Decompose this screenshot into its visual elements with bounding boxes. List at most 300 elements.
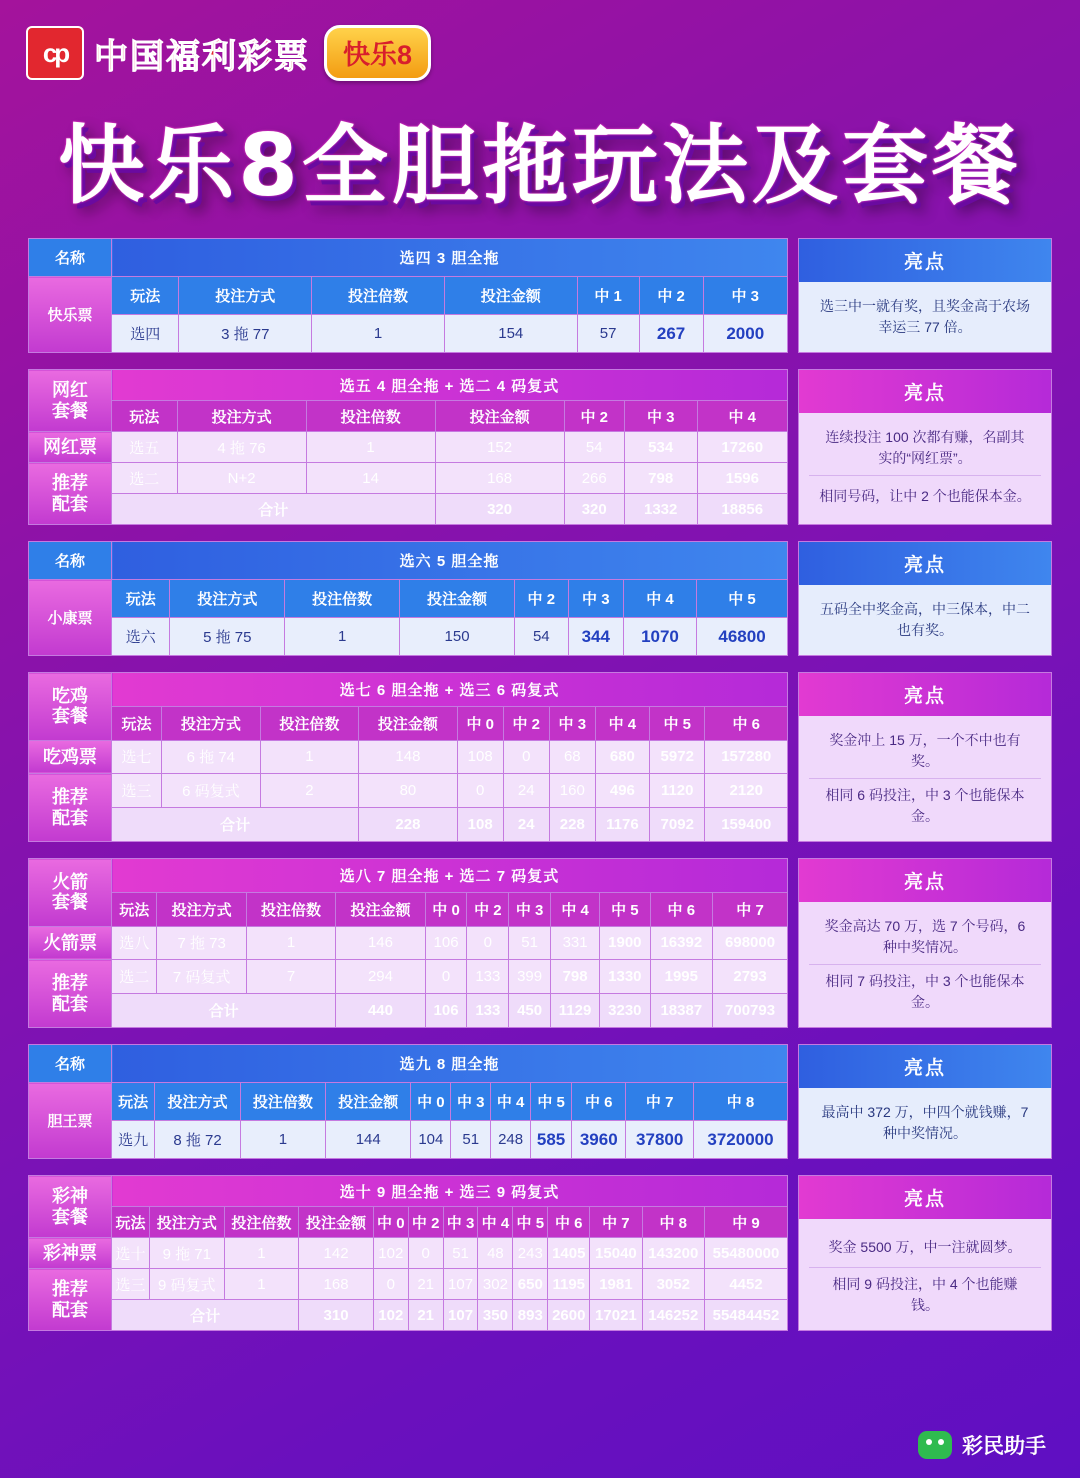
column-header: 中 5 xyxy=(513,1207,548,1238)
ticket-name: 推荐 配套 xyxy=(29,774,112,842)
table-column-header-row xyxy=(29,1207,788,1238)
ticket-name: 胆王票 xyxy=(29,1083,112,1159)
total-value: 18387 xyxy=(650,994,713,1028)
column-header: 投注方式 xyxy=(179,277,312,315)
table-cell: 9 拖 71 xyxy=(149,1238,224,1269)
prize-value: 4452 xyxy=(705,1269,788,1300)
column-header: 中 2 xyxy=(467,892,509,926)
column-header: 投注金额 xyxy=(299,1207,374,1238)
prize-value: 3960 xyxy=(572,1121,626,1159)
table-column-header-row xyxy=(29,706,788,740)
table-cell: 选十 xyxy=(112,1238,150,1269)
table-title-row xyxy=(29,859,788,893)
column-header: 中 5 xyxy=(697,580,788,618)
prize-value: 55480000 xyxy=(705,1238,788,1269)
table-row xyxy=(29,432,788,463)
package-table-wanghong xyxy=(28,369,788,525)
table-cell: 51 xyxy=(509,926,551,960)
column-header: 玩法 xyxy=(112,1207,150,1238)
total-label: 合计 xyxy=(112,494,436,525)
table-column-header-row xyxy=(29,1083,788,1121)
package-table-xiaokang xyxy=(28,541,788,656)
column-header: 玩法 xyxy=(112,1083,155,1121)
column-header: 投注倍数 xyxy=(246,892,335,926)
total-value: 146252 xyxy=(642,1300,704,1331)
column-header: 中 6 xyxy=(572,1083,626,1121)
table-row xyxy=(29,926,788,960)
table-cell: 选八 xyxy=(112,926,157,960)
prize-value: 698000 xyxy=(713,926,788,960)
total-value: 21 xyxy=(408,1300,443,1331)
column-header: 中 3 xyxy=(443,1207,478,1238)
highlight-body xyxy=(799,282,1051,352)
block-name-header: 火箭 套餐 xyxy=(29,859,112,927)
table-cell: 5 拖 75 xyxy=(170,618,285,656)
package-block-xiaokang xyxy=(28,541,1052,656)
table-cell: 168 xyxy=(299,1269,374,1300)
column-header: 中 3 xyxy=(509,892,551,926)
table-cell: 51 xyxy=(443,1238,478,1269)
table-cell: 选二 xyxy=(112,960,157,994)
table-cell: 选五 xyxy=(112,432,178,463)
table-cell: 0 xyxy=(408,1238,443,1269)
table-cell: 选三 xyxy=(112,1269,150,1300)
highlight-body xyxy=(799,585,1051,655)
prize-value: 17260 xyxy=(697,432,787,463)
column-header: 投注方式 xyxy=(155,1083,240,1121)
column-header: 投注金额 xyxy=(400,580,515,618)
table-row xyxy=(29,463,788,494)
column-header: 中 4 xyxy=(491,1083,531,1121)
total-value: 7092 xyxy=(649,808,705,842)
package-table-huojian xyxy=(28,858,788,1028)
prize-value: 585 xyxy=(531,1121,572,1159)
column-header: 中 8 xyxy=(693,1083,787,1121)
table-cell: 7 拖 73 xyxy=(157,926,246,960)
column-header: 中 3 xyxy=(624,401,697,432)
block-title: 选六 5 胆全拖 xyxy=(112,542,788,580)
ticket-name: 吃鸡票 xyxy=(29,740,112,774)
table-cell: 248 xyxy=(491,1121,531,1159)
prize-value: 1330 xyxy=(600,960,650,994)
table-cell: 选三 xyxy=(112,774,162,808)
highlight-panel xyxy=(798,1175,1052,1331)
total-value: 159400 xyxy=(705,808,788,842)
prize-value: 46800 xyxy=(697,618,788,656)
column-header: 中 8 xyxy=(642,1207,704,1238)
table-cell: 1 xyxy=(285,618,400,656)
total-value: 310 xyxy=(299,1300,374,1331)
table-cell: 168 xyxy=(435,463,564,494)
column-header: 中 4 xyxy=(478,1207,513,1238)
table-cell: 6 码复式 xyxy=(162,774,261,808)
table-cell: 331 xyxy=(551,926,600,960)
column-header: 中 2 xyxy=(639,277,703,315)
package-block-wanghong xyxy=(28,369,1052,525)
column-header: 投注倍数 xyxy=(312,277,445,315)
column-header: 投注金额 xyxy=(444,277,577,315)
total-label: 合计 xyxy=(112,994,336,1028)
total-value: 440 xyxy=(336,994,425,1028)
total-value: 24 xyxy=(503,808,549,842)
prize-value: 1981 xyxy=(590,1269,642,1300)
table-cell: 266 xyxy=(564,463,624,494)
table-total-row xyxy=(29,808,788,842)
block-title: 选八 7 胆全拖 + 选二 7 码复式 xyxy=(112,859,788,893)
wechat-icon xyxy=(918,1431,952,1459)
column-header: 中 5 xyxy=(649,706,705,740)
package-block-caishen xyxy=(28,1175,1052,1331)
table-cell: 160 xyxy=(549,774,595,808)
highlight-body xyxy=(799,1088,1051,1158)
prize-value: 1995 xyxy=(650,960,713,994)
column-header: 玩法 xyxy=(112,277,179,315)
table-cell: 133 xyxy=(467,960,509,994)
column-header: 投注方式 xyxy=(149,1207,224,1238)
prize-value: 1070 xyxy=(623,618,696,656)
total-value: 1332 xyxy=(624,494,697,525)
column-header: 中 3 xyxy=(549,706,595,740)
highlight-title: 亮点 xyxy=(799,673,1051,716)
prize-value: 1596 xyxy=(697,463,787,494)
highlight-text: 五码全中奖金高，中三保本，中二也有奖。 xyxy=(820,601,1030,638)
total-value: 2600 xyxy=(548,1300,590,1331)
column-header: 中 2 xyxy=(503,706,549,740)
column-header: 玩法 xyxy=(112,892,157,926)
column-header: 中 1 xyxy=(577,277,639,315)
highlight-text: 最高中 372 万，中四个就钱赚，7 种中奖情况。 xyxy=(821,1104,1029,1141)
brand-bar xyxy=(0,0,1080,90)
highlight-body xyxy=(799,413,1051,524)
prize-value: 1900 xyxy=(600,926,650,960)
table-row xyxy=(29,960,788,994)
column-header: 玩法 xyxy=(112,580,170,618)
block-name-header: 彩神 套餐 xyxy=(29,1176,112,1238)
table-cell: 399 xyxy=(509,960,551,994)
cwl-mark-icon: cp xyxy=(26,26,84,80)
highlight-text: 奖金高达 70 万，选 7 个号码，6 种中奖情况。 xyxy=(824,918,1026,955)
highlight-text: 相同 6 码投注，中 3 个也能保本金。 xyxy=(809,778,1041,833)
table-title-row xyxy=(29,370,788,401)
column-header: 中 7 xyxy=(590,1207,642,1238)
total-label: 合计 xyxy=(112,1300,299,1331)
block-name-header: 名称 xyxy=(29,1045,112,1083)
column-header: 投注倍数 xyxy=(224,1207,299,1238)
column-header: 投注方式 xyxy=(170,580,285,618)
highlight-panel xyxy=(798,369,1052,525)
table-cell: 106 xyxy=(425,926,467,960)
table-cell: 107 xyxy=(443,1269,478,1300)
table-cell: 9 码复式 xyxy=(149,1269,224,1300)
table-cell: 243 xyxy=(513,1238,548,1269)
total-value: 228 xyxy=(359,808,458,842)
cwl-logo xyxy=(26,26,310,80)
column-header: 中 2 xyxy=(514,580,568,618)
table-cell: 154 xyxy=(444,315,577,353)
table-cell: 1 xyxy=(312,315,445,353)
total-value: 108 xyxy=(457,808,503,842)
page-title: 快乐8全胆拖玩法及套餐 xyxy=(58,116,1022,216)
highlight-panel xyxy=(798,541,1052,656)
table-cell: 54 xyxy=(564,432,624,463)
prize-value: 344 xyxy=(568,618,623,656)
ticket-name: 推荐 配套 xyxy=(29,1269,112,1331)
block-name-header: 名称 xyxy=(29,239,112,277)
table-cell: 104 xyxy=(411,1121,451,1159)
highlight-panel xyxy=(798,238,1052,353)
table-column-header-row xyxy=(29,277,788,315)
column-header: 玩法 xyxy=(112,706,162,740)
column-header: 中 4 xyxy=(623,580,696,618)
table-title-row xyxy=(29,1045,788,1083)
highlight-title: 亮点 xyxy=(799,1176,1051,1219)
column-header: 中 3 xyxy=(703,277,787,315)
highlight-title: 亮点 xyxy=(799,542,1051,585)
table-row xyxy=(29,1121,788,1159)
block-name-header: 吃鸡 套餐 xyxy=(29,673,112,741)
table-cell: 142 xyxy=(299,1238,374,1269)
table-row xyxy=(29,1269,788,1300)
highlight-panel xyxy=(798,858,1052,1028)
column-header: 投注倍数 xyxy=(240,1083,325,1121)
table-cell: 48 xyxy=(478,1238,513,1269)
prize-value: 1195 xyxy=(548,1269,590,1300)
table-title-row xyxy=(29,1176,788,1207)
highlight-text: 奖金 5500 万，中一注就圆梦。 xyxy=(828,1238,1022,1255)
table-total-row xyxy=(29,1300,788,1331)
total-value: 700793 xyxy=(713,994,788,1028)
prize-value: 534 xyxy=(624,432,697,463)
column-header: 投注倍数 xyxy=(306,401,435,432)
table-cell: 选七 xyxy=(112,740,162,774)
table-cell: 0 xyxy=(457,774,503,808)
prize-value: 2120 xyxy=(705,774,788,808)
table-cell: 4 拖 76 xyxy=(177,432,306,463)
column-header: 中 6 xyxy=(548,1207,590,1238)
prize-value: 1120 xyxy=(649,774,705,808)
highlight-panel xyxy=(798,672,1052,842)
column-header: 投注方式 xyxy=(157,892,246,926)
table-cell: 21 xyxy=(408,1269,443,1300)
column-header: 中 9 xyxy=(705,1207,788,1238)
total-value: 3230 xyxy=(600,994,650,1028)
package-block-chiji xyxy=(28,672,1052,842)
prize-value: 2000 xyxy=(703,315,787,353)
highlight-body xyxy=(799,716,1051,841)
table-column-header-row xyxy=(29,401,788,432)
package-table-caishen xyxy=(28,1175,788,1331)
table-cell: 3 拖 77 xyxy=(179,315,312,353)
table-cell: 108 xyxy=(457,740,503,774)
package-block-danwang xyxy=(28,1044,1052,1159)
highlight-title: 亮点 xyxy=(799,1045,1051,1088)
package-table-kuaile xyxy=(28,238,788,353)
total-value: 450 xyxy=(509,994,551,1028)
blocks-container xyxy=(0,238,1080,1331)
column-header: 投注金额 xyxy=(359,706,458,740)
ticket-name: 推荐 配套 xyxy=(29,463,112,525)
table-cell: 2 xyxy=(260,774,359,808)
footer xyxy=(918,1430,1046,1460)
total-value: 228 xyxy=(549,808,595,842)
highlight-body xyxy=(799,902,1051,1027)
table-cell: 1 xyxy=(246,926,335,960)
column-header: 中 4 xyxy=(697,401,787,432)
table-total-row xyxy=(29,494,788,525)
table-cell: 1 xyxy=(306,432,435,463)
column-header: 中 0 xyxy=(425,892,467,926)
prize-value: 3052 xyxy=(642,1269,704,1300)
table-row xyxy=(29,1238,788,1269)
column-header: 投注倍数 xyxy=(285,580,400,618)
prize-value: 3720000 xyxy=(693,1121,787,1159)
column-header: 投注倍数 xyxy=(260,706,359,740)
table-cell: 0 xyxy=(467,926,509,960)
table-row xyxy=(29,774,788,808)
column-header: 中 3 xyxy=(451,1083,491,1121)
prize-value: 143200 xyxy=(642,1238,704,1269)
table-cell: 54 xyxy=(514,618,568,656)
total-value: 1129 xyxy=(551,994,600,1028)
block-title: 选七 6 胆全拖 + 选三 6 码复式 xyxy=(112,673,788,707)
total-value: 107 xyxy=(443,1300,478,1331)
footer-label: 彩民助手 xyxy=(962,1435,1046,1458)
total-value: 17021 xyxy=(590,1300,642,1331)
column-header: 中 7 xyxy=(626,1083,694,1121)
table-cell: 选九 xyxy=(112,1121,155,1159)
highlight-text: 奖金冲上 15 万，一个不中也有奖。 xyxy=(829,732,1021,769)
highlight-text: 连续投注 100 次都有赚，名副其实的“网红票”。 xyxy=(825,429,1025,466)
prize-value: 15040 xyxy=(590,1238,642,1269)
total-value: 55484452 xyxy=(705,1300,788,1331)
table-title-row xyxy=(29,239,788,277)
column-header: 投注金额 xyxy=(336,892,425,926)
table-cell: 80 xyxy=(359,774,458,808)
table-cell: 7 xyxy=(246,960,335,994)
table-cell: 0 xyxy=(373,1269,408,1300)
table-cell: 68 xyxy=(549,740,595,774)
table-cell: 1 xyxy=(224,1269,299,1300)
column-header: 中 5 xyxy=(600,892,650,926)
table-cell: 1 xyxy=(224,1238,299,1269)
column-header: 中 3 xyxy=(568,580,623,618)
table-cell: 144 xyxy=(326,1121,411,1159)
package-table-danwang xyxy=(28,1044,788,1159)
highlight-text: 相同 7 码投注，中 3 个也能保本金。 xyxy=(809,964,1041,1019)
highlight-body xyxy=(799,1219,1051,1330)
total-value: 1176 xyxy=(595,808,649,842)
block-title: 选五 4 胆全拖 + 选二 4 码复式 xyxy=(112,370,788,401)
table-cell: 0 xyxy=(425,960,467,994)
prize-value: 1405 xyxy=(548,1238,590,1269)
total-value: 893 xyxy=(513,1300,548,1331)
prize-value: 37800 xyxy=(626,1121,694,1159)
table-cell: 302 xyxy=(478,1269,513,1300)
block-name-header: 名称 xyxy=(29,542,112,580)
prize-value: 496 xyxy=(595,774,649,808)
block-title: 选九 8 胆全拖 xyxy=(112,1045,788,1083)
cwl-name: 中国福利彩票 xyxy=(94,37,310,76)
prize-value: 16392 xyxy=(650,926,713,960)
ticket-name: 推荐 配套 xyxy=(29,960,112,1028)
total-value: 320 xyxy=(435,494,564,525)
prize-value: 798 xyxy=(551,960,600,994)
column-header: 中 4 xyxy=(551,892,600,926)
column-header: 中 5 xyxy=(531,1083,572,1121)
column-header: 中 6 xyxy=(650,892,713,926)
column-header: 投注方式 xyxy=(162,706,261,740)
ticket-name: 小康票 xyxy=(29,580,112,656)
table-total-row xyxy=(29,994,788,1028)
total-value: 350 xyxy=(478,1300,513,1331)
prize-value: 650 xyxy=(513,1269,548,1300)
highlight-text: 选三中一就有奖，且奖金高于农场幸运三 77 倍。 xyxy=(820,298,1030,335)
column-header: 中 2 xyxy=(564,401,624,432)
table-row xyxy=(29,315,788,353)
table-title-row xyxy=(29,542,788,580)
table-cell: 1 xyxy=(240,1121,325,1159)
kuaile8-badge: 快乐8 xyxy=(324,25,431,81)
ticket-name: 快乐票 xyxy=(29,277,112,353)
table-cell: N+2 xyxy=(177,463,306,494)
block-title: 选十 9 胆全拖 + 选三 9 码复式 xyxy=(112,1176,788,1207)
package-block-huojian xyxy=(28,858,1052,1028)
highlight-title: 亮点 xyxy=(799,859,1051,902)
column-header: 投注金额 xyxy=(326,1083,411,1121)
package-block-kuaile xyxy=(28,238,1052,353)
table-column-header-row xyxy=(29,580,788,618)
prize-value: 267 xyxy=(639,315,703,353)
table-column-header-row xyxy=(29,892,788,926)
table-cell: 102 xyxy=(373,1238,408,1269)
table-cell: 146 xyxy=(336,926,425,960)
ticket-name: 彩神票 xyxy=(29,1238,112,1269)
table-cell: 选四 xyxy=(112,315,179,353)
highlight-title: 亮点 xyxy=(799,239,1051,282)
table-cell: 51 xyxy=(451,1121,491,1159)
table-row xyxy=(29,618,788,656)
table-cell: 8 拖 72 xyxy=(155,1121,240,1159)
column-header: 中 2 xyxy=(408,1207,443,1238)
table-cell: 150 xyxy=(400,618,515,656)
block-name-header: 网红 套餐 xyxy=(29,370,112,432)
total-value: 102 xyxy=(373,1300,408,1331)
total-label: 合计 xyxy=(112,808,359,842)
table-cell: 0 xyxy=(503,740,549,774)
package-table-chiji xyxy=(28,672,788,842)
highlight-title: 亮点 xyxy=(799,370,1051,413)
table-row xyxy=(29,740,788,774)
total-value: 18856 xyxy=(697,494,787,525)
table-title-row xyxy=(29,673,788,707)
table-cell: 152 xyxy=(435,432,564,463)
table-cell: 148 xyxy=(359,740,458,774)
column-header: 中 7 xyxy=(713,892,788,926)
table-cell: 1 xyxy=(260,740,359,774)
highlight-text: 相同 9 码投注，中 4 个也能赚钱。 xyxy=(809,1267,1041,1322)
table-cell: 57 xyxy=(577,315,639,353)
ticket-name: 网红票 xyxy=(29,432,112,463)
prize-value: 5972 xyxy=(649,740,705,774)
highlight-panel xyxy=(798,1044,1052,1159)
block-title: 选四 3 胆全拖 xyxy=(112,239,788,277)
table-cell: 14 xyxy=(306,463,435,494)
highlight-text: 相同号码，让中 2 个也能保本金。 xyxy=(809,475,1041,516)
table-cell: 选二 xyxy=(112,463,178,494)
column-header: 玩法 xyxy=(112,401,178,432)
prize-value: 798 xyxy=(624,463,697,494)
column-header: 中 4 xyxy=(595,706,649,740)
